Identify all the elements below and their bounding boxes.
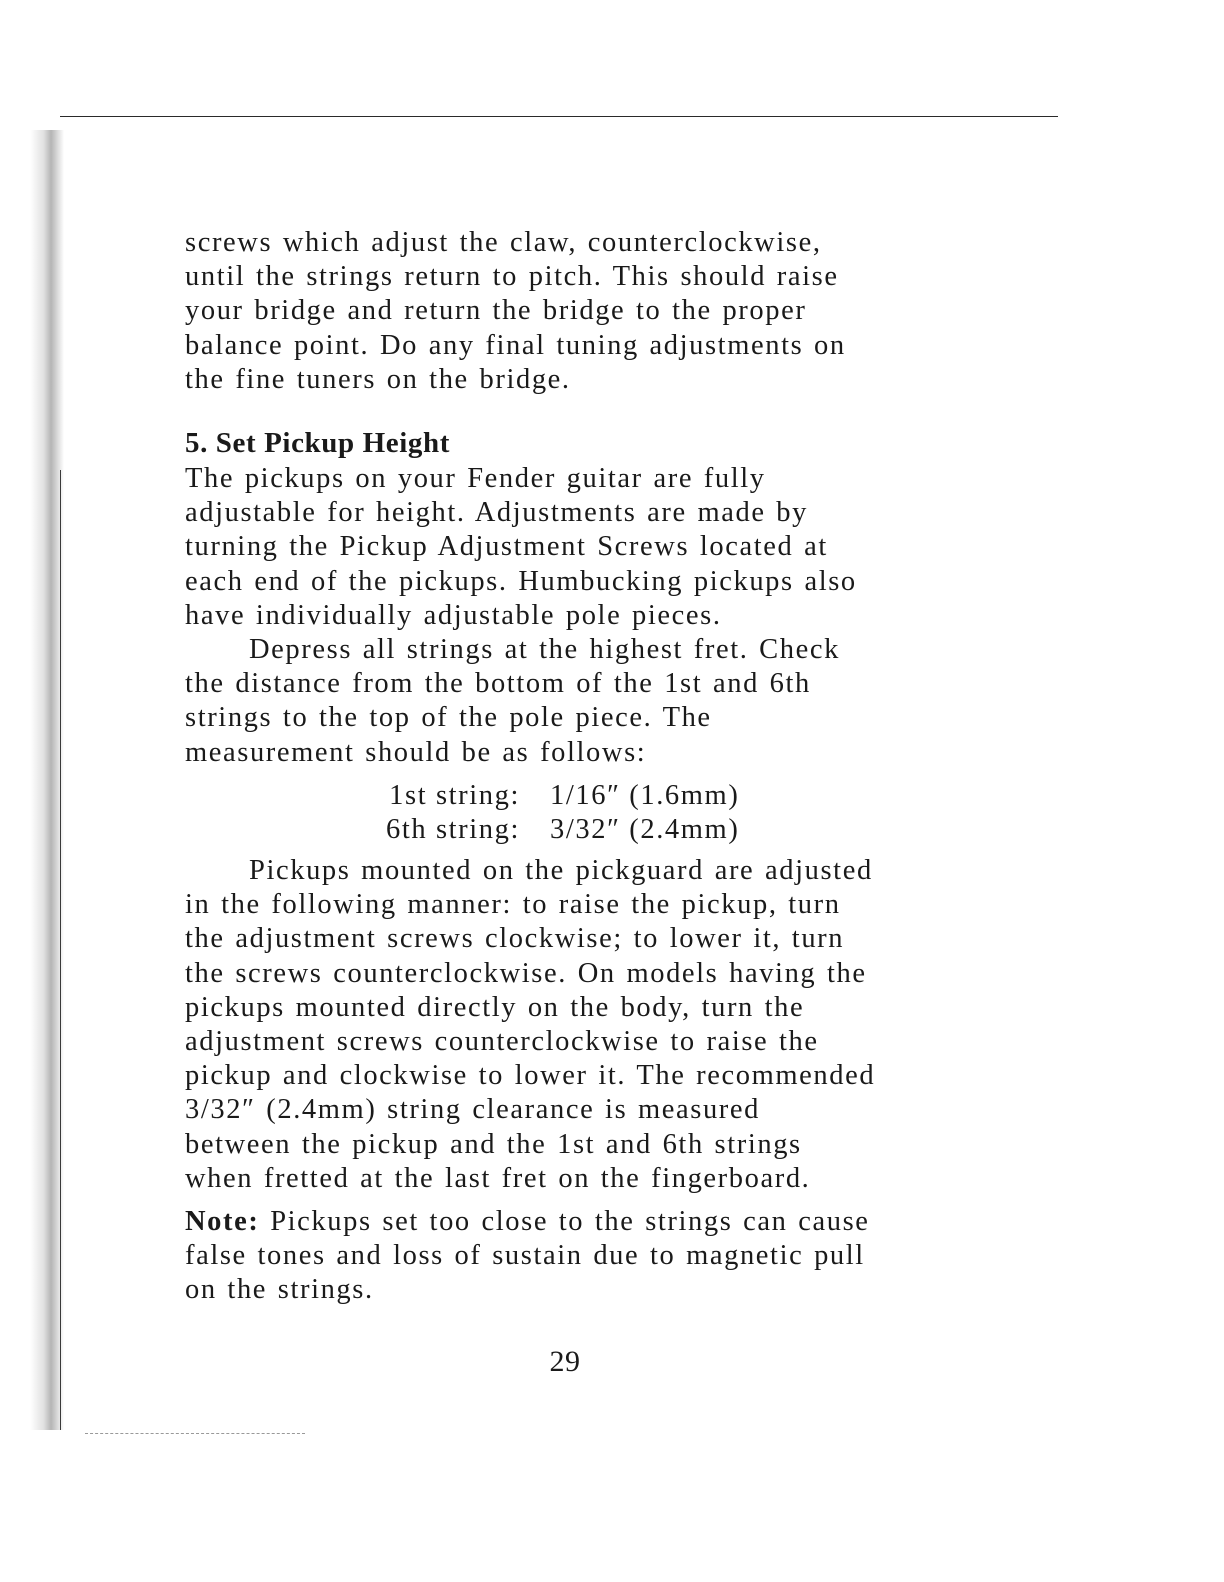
measurement-table: [0, 780, 1224, 850]
paragraph-line: adjustable for height. Adjustments are made by: [185, 497, 809, 529]
top-rule: [60, 116, 1058, 117]
paragraph-line: screws which adjust the claw, counterclockwise,: [185, 227, 822, 258]
paragraph-line: your bridge and return the bridge to the proper: [185, 295, 807, 327]
paragraph-line: adjustment screws counterclockwise to raise the: [185, 1026, 819, 1058]
paragraph-line: the adjustment screws clockwise; to lower it, turn: [185, 923, 845, 955]
paragraph-line: in the following manner: to raise the pickup, turn: [185, 889, 841, 921]
note-label: Note:: [185, 1206, 260, 1237]
page-number: 29: [549, 1345, 581, 1378]
paragraph-line: the screws counterclockwise. On models having the: [185, 957, 867, 989]
paragraph-line: until the strings return to pitch. This should raise: [185, 261, 839, 293]
measurement-string-label: 6th string:: [386, 814, 520, 845]
paragraph-line: between the pickup and the 1st and 6th strings: [185, 1128, 802, 1160]
note-first-line: [185, 1205, 870, 1239]
paragraph-line: false tones and loss of sustain due to magnetic pull: [185, 1240, 865, 1272]
paragraph-line: when fretted at the last fret on the fingerboard.: [185, 1162, 811, 1194]
paragraph-line: turning the Pickup Adjustment Screws located at: [185, 531, 828, 563]
continuation-paragraph: [185, 226, 846, 397]
pickguard-paragraph: [185, 854, 875, 1196]
paragraph-line: have individually adjustable pole pieces.: [185, 599, 722, 631]
binding-edge-line: [60, 470, 61, 1430]
paragraph-line: on the strings.: [185, 1274, 374, 1306]
section-heading: 5. Set Pickup Height: [185, 427, 450, 459]
note-paragraph: [185, 1205, 870, 1308]
depress-paragraph: [185, 633, 840, 770]
measurement-value: 1/16″ (1.6mm): [550, 780, 740, 811]
paragraph-line: strings to the top of the pole piece. The: [185, 702, 712, 734]
paragraph-line: pickup and clockwise to lower it. The recommended: [185, 1060, 876, 1092]
paragraph-line: each end of the pickups. Humbucking pickups also: [185, 565, 857, 597]
measurement-value: 3/32″ (2.4mm): [550, 814, 740, 845]
paragraph-line: The pickups on your Fender guitar are fully: [185, 463, 766, 494]
paragraph-line: the distance from the bottom of the 1st and 6th: [185, 668, 811, 700]
measurement-string-label: 1st string:: [389, 780, 520, 811]
intro-paragraph: [185, 462, 857, 633]
paragraph-line: pickups mounted directly on the body, turn the: [185, 991, 805, 1023]
note-text: Pickups set too close to the strings can cause: [259, 1206, 870, 1237]
paragraph-line: 3/32″ (2.4mm) string clearance is measured: [185, 1094, 760, 1126]
paragraph-line: Depress all strings at the highest fret. Check: [249, 634, 840, 665]
paragraph-line: balance point. Do any final tuning adjustments on: [185, 329, 846, 361]
paragraph-line: measurement should be as follows:: [185, 736, 647, 768]
bottom-rule: [85, 1433, 305, 1434]
paragraph-line: Pickups mounted on the pickguard are adjusted: [249, 855, 873, 886]
paragraph-line: the fine tuners on the bridge.: [185, 363, 571, 395]
